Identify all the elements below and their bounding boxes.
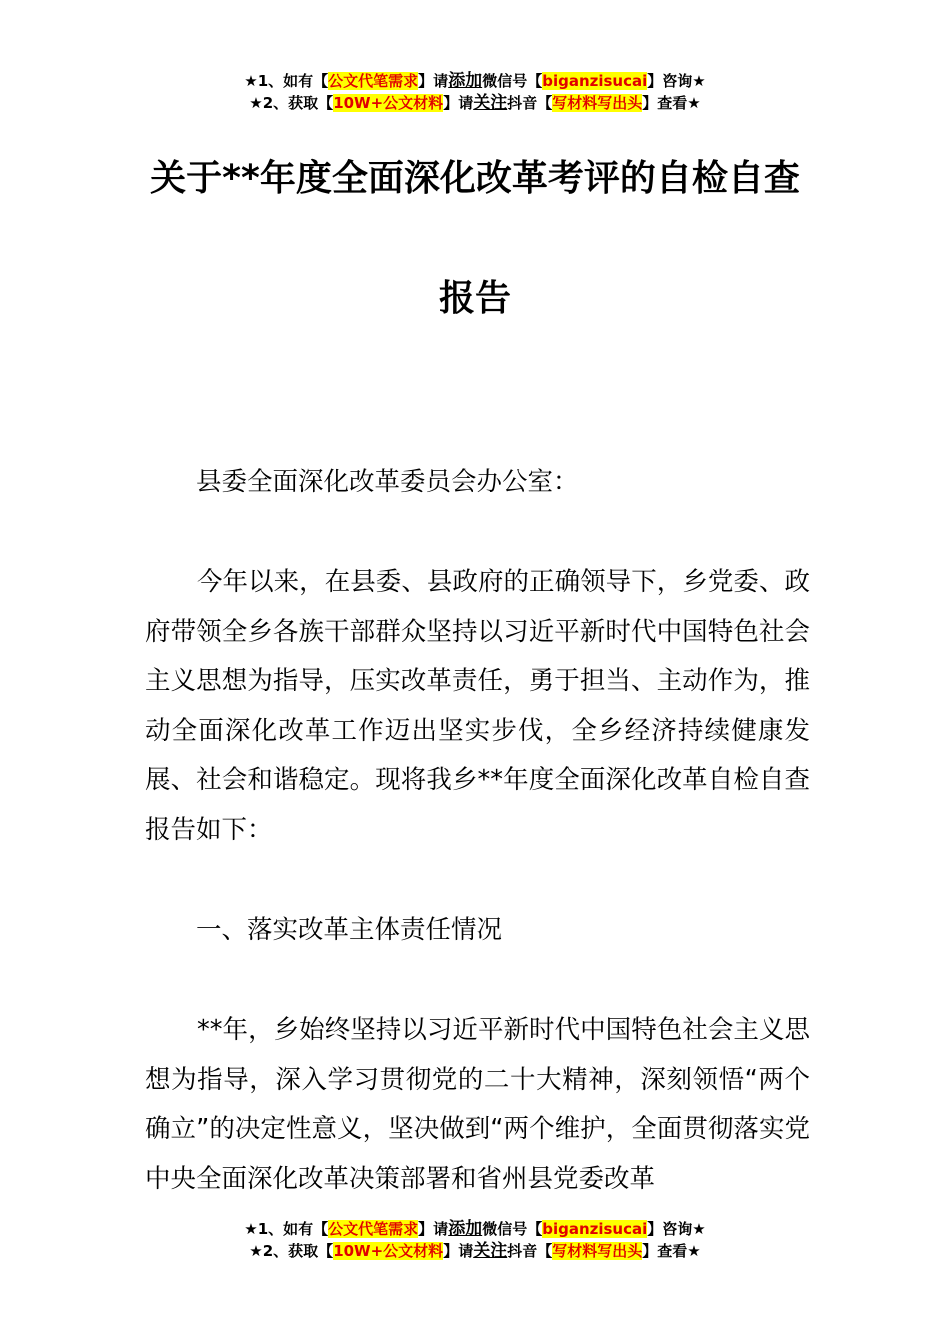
document-title: 关于**年度全面深化改革考评的自检自查	[150, 158, 800, 199]
promo-text: 】查看★	[642, 1242, 701, 1260]
promo-text: 】咨询★	[647, 72, 706, 90]
promo-line-1	[0, 70, 950, 92]
promo-highlight: 10W+公文材料	[333, 1242, 444, 1260]
promo-text: ★1、如有【	[244, 1220, 329, 1238]
body-paragraph: 今年以来，在县委、县政府的正确领导下，乡党委、政府带领全乡各族干部群众坚持以习近平新时代中国特色社会主义思想为指导，压实改革责任，勇于担当、主动作为，推动全面深化改革工作迈出坚实步伐，全乡经济持续健康发展、社会和谐稳定。现将我乡**年度全面深化改革自检自查报告如下：	[145, 567, 810, 845]
promo-text: 】请	[443, 94, 474, 112]
section-heading: 一、落实改革主体责任情况	[196, 915, 503, 945]
promo-underlined: 添加	[448, 1219, 483, 1239]
promo-line-2	[0, 1240, 950, 1262]
promo-highlight: 公文代笔需求	[328, 72, 419, 90]
promo-text: 微信号【	[482, 1220, 543, 1238]
body-paragraph: **年，乡始终坚持以习近平新时代中国特色社会主义思想为指导，深入学习贯彻党的二十大精神，深刻领悟“两个确立”的决定性意义，坚决做到“两个维护，全面贯彻落实党中央全面深化改革决策部署和省州县党委改革	[145, 1015, 810, 1194]
promo-underlined: 关注	[473, 93, 508, 113]
promo-text: 微信号【	[482, 72, 543, 90]
promo-text: ★2、获取【	[249, 94, 334, 112]
document-title-continued: 报告	[438, 278, 511, 319]
salutation: 县委全面深化改革委员会办公室：	[196, 467, 579, 497]
promo-text: 】请	[418, 72, 449, 90]
promo-text: 】请	[418, 1220, 449, 1238]
promo-highlight: biganzisucai	[542, 72, 648, 90]
promo-highlight: 公文代笔需求	[328, 1220, 419, 1238]
promo-line-1	[0, 1218, 950, 1240]
promo-text: ★1、如有【	[244, 72, 329, 90]
promo-text: 】咨询★	[647, 1220, 706, 1238]
promo-text: 抖音【	[507, 94, 553, 112]
promo-text: 】请	[443, 1242, 474, 1260]
promo-underlined: 添加	[448, 71, 483, 91]
promo-text: 】查看★	[642, 94, 701, 112]
promo-text: 抖音【	[507, 1242, 553, 1260]
promo-banner-bottom	[0, 1218, 950, 1262]
promo-banner-top	[0, 70, 950, 114]
promo-highlight: 写材料写出头	[552, 94, 643, 112]
promo-line-2	[0, 92, 950, 114]
promo-highlight: biganzisucai	[542, 1220, 648, 1238]
promo-text: ★2、获取【	[249, 1242, 334, 1260]
promo-underlined: 关注	[473, 1241, 508, 1261]
promo-highlight: 写材料写出头	[552, 1242, 643, 1260]
promo-highlight: 10W+公文材料	[333, 94, 444, 112]
